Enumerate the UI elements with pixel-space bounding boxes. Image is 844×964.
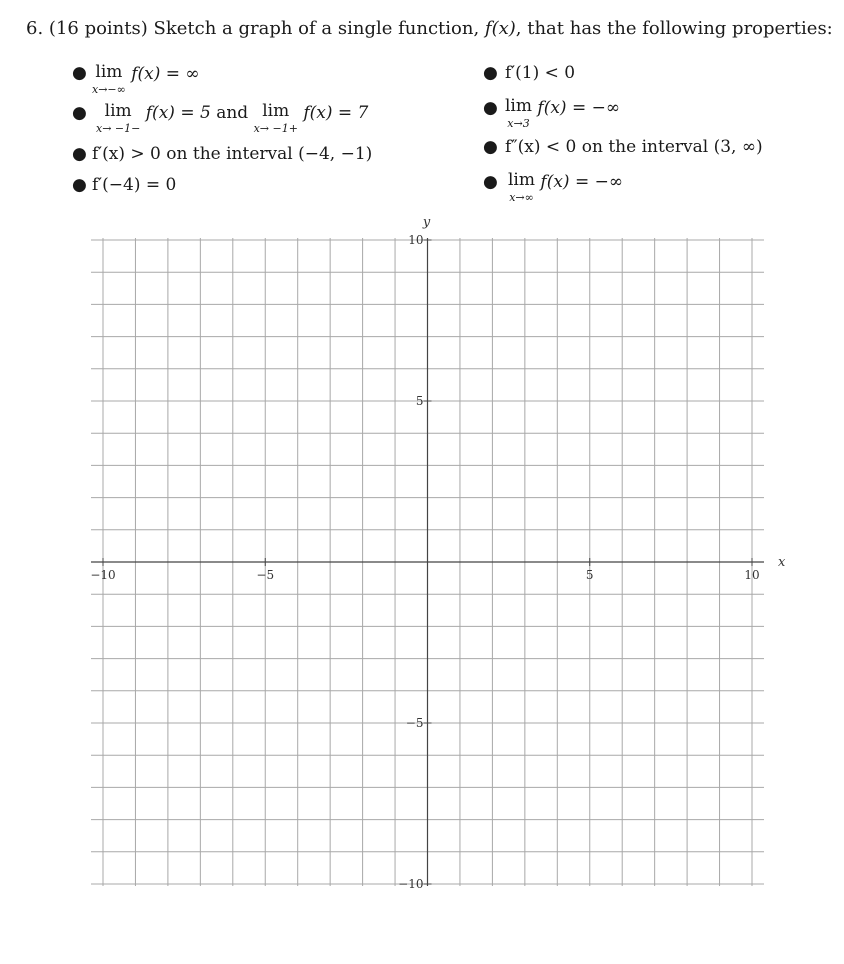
problem-number: 6. [26,18,44,39]
problem-function: f(x) [484,18,516,39]
x-axis-label: x [778,555,786,570]
property-expression: f(x) = 7 [303,103,369,123]
property-expression: f(x) = ∞ [131,64,200,84]
property-expression: f(x) = −∞ [537,98,621,118]
bullet-icon: ● [72,103,87,123]
limit-operator: lim x→∞ [508,170,535,204]
limit-operator: lim x→−∞ [92,62,126,96]
x-tick-label: −10 [90,568,116,582]
bullet-icon: ● [72,144,87,164]
bullet-icon: ● [483,172,498,192]
x-tick-label: −5 [256,568,275,582]
property-expression: f(x) = −∞ [540,172,624,192]
bullet-icon: ● [72,63,87,83]
bullet-icon: ● [483,98,498,118]
y-tick-label: 5 [415,394,424,408]
y-tick-label: −5 [405,716,424,730]
property-left-3: f′(x) > 0 on the interval (−4, −1) [92,144,373,164]
problem-text-post: , that has the following properties: [515,18,833,39]
y-tick-label: −10 [398,877,424,891]
x-tick-label: 5 [585,568,594,582]
y-axis-label: y [422,215,431,230]
property-left-4: f′(−4) = 0 [92,175,177,195]
property-right-3: f″(x) < 0 on the interval (3, ∞) [505,137,763,157]
x-tick-label: 10 [744,568,760,582]
bullet-icon: ● [483,63,498,83]
y-tick-label: 10 [408,233,424,247]
property-right-1: f′(1) < 0 [505,63,576,83]
bullet-icon: ● [72,175,87,195]
limit-operator: lim x→3 [505,96,532,130]
property-expression: f(x) = 5 [145,103,211,123]
problem-text-pre: Sketch a graph of a single function, [153,18,480,39]
limit-operator: lim x→ −1− [96,101,141,135]
problem-points: (16 points) [48,18,148,39]
bullet-icon: ● [483,137,498,157]
conjunction: and [216,103,249,123]
limit-operator: lim x→ −1+ [253,101,298,135]
